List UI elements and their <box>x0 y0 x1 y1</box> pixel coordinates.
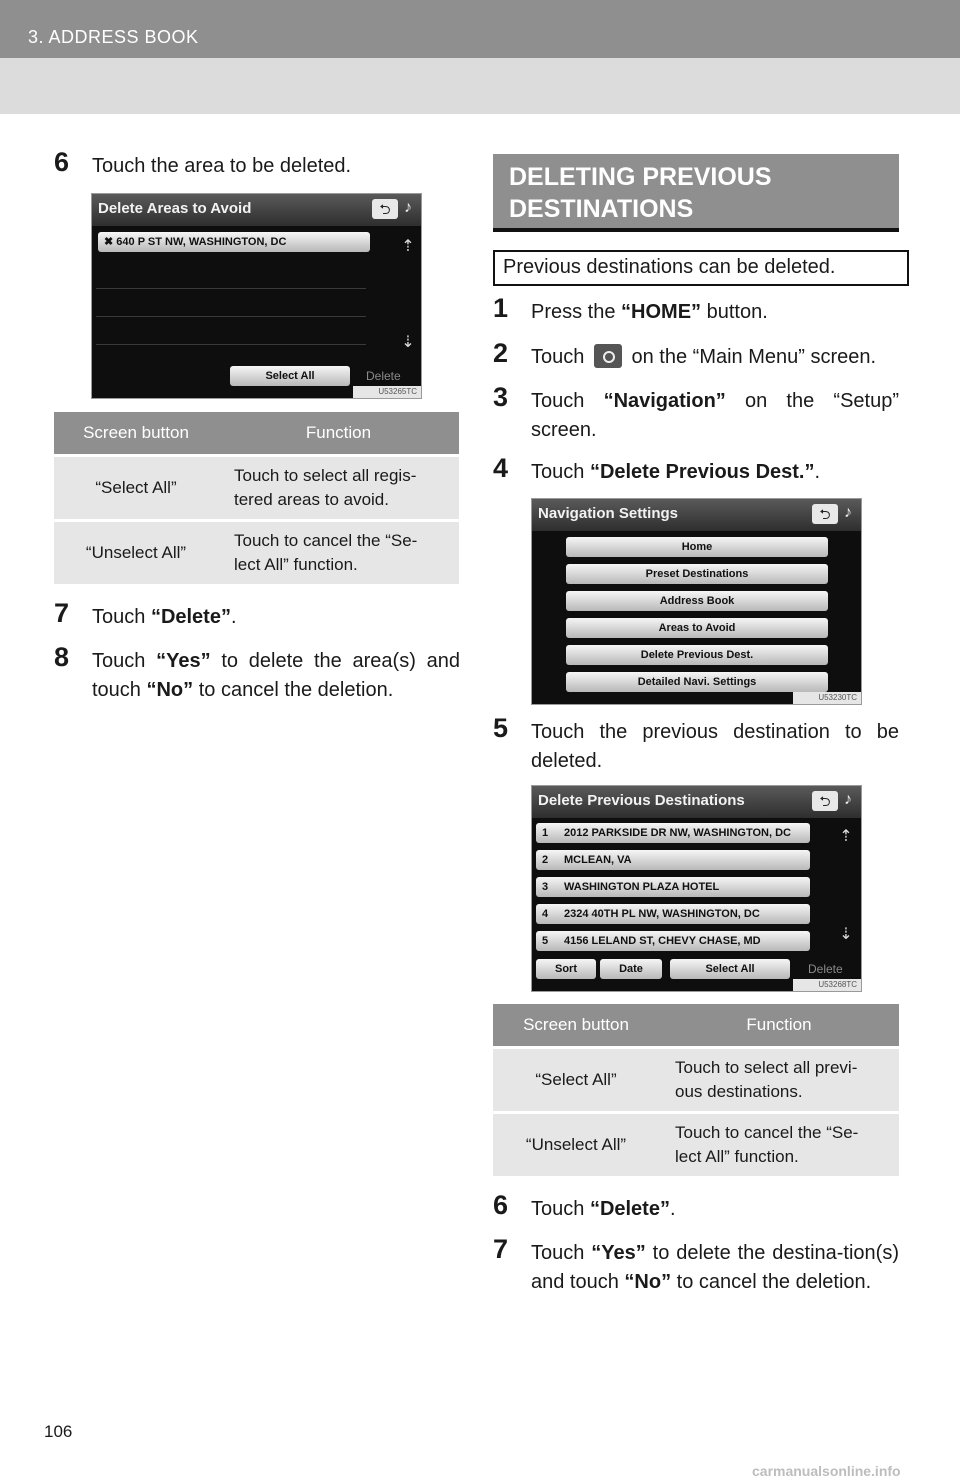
back-arrow-icon[interactable]: ⮌ <box>812 791 838 811</box>
step-7-confirm <box>493 1234 899 1297</box>
music-note-icon: ♪ <box>404 199 412 216</box>
watermark: carmanualsonline.info <box>752 1463 901 1479</box>
destination-entry-button[interactable]: 3 WASHINGTON PLAZA HOTEL <box>536 877 810 897</box>
section-banner <box>493 154 899 232</box>
table-header: Screen button <box>493 1004 659 1048</box>
table-cell: Touch to select all regis- tered areas to avoid. <box>218 456 459 521</box>
step-5-select-destination <box>493 713 899 776</box>
screen-delete-previous-destinations <box>531 785 862 992</box>
step-text: Touch “Navigation” on the “Setup” screen. <box>531 390 899 441</box>
table-row <box>54 521 459 585</box>
table-cell: Touch to select all previ- ous destinations. <box>659 1048 899 1113</box>
step-6-select-area <box>54 147 460 181</box>
area-entry-button[interactable] <box>98 232 370 252</box>
music-note-icon: ♪ <box>844 791 852 808</box>
menu-home-button[interactable]: Home <box>566 537 828 557</box>
step-number: 8 <box>54 642 70 672</box>
header-subbar <box>0 58 960 114</box>
section-subtitle: Previous destinations can be deleted. <box>493 250 909 286</box>
step-text: Touch on the “Main Menu” screen. <box>531 346 877 368</box>
step-text: Press the “HOME” button. <box>531 301 768 323</box>
step-2-setup <box>493 338 899 372</box>
step-7-delete <box>54 598 460 632</box>
table-cell: “Select All” <box>493 1048 659 1113</box>
screen-title: Delete Areas to Avoid <box>98 200 252 217</box>
image-code: U53268TC <box>793 979 861 991</box>
step-text: Touch “Yes” to delete the destina-tion(s) and touch “No” to cancel the deletion. <box>531 1242 899 1293</box>
step-number: 6 <box>493 1190 509 1220</box>
table-row <box>493 1048 899 1113</box>
screen-navigation-settings <box>531 498 862 705</box>
sort-button[interactable]: Sort <box>536 959 596 979</box>
select-all-button[interactable]: Select All <box>670 959 790 979</box>
table-row <box>493 1113 899 1177</box>
section-heading: DELETING PREVIOUS DESTINATIONS <box>509 163 772 223</box>
step-3-navigation <box>493 382 899 445</box>
table-cell: “Select All” <box>54 456 218 521</box>
scroll-up-icon[interactable]: ⇡ <box>401 238 415 255</box>
screen-title: Delete Previous Destinations <box>538 792 745 809</box>
step-text: Touch the area to be deleted. <box>92 155 352 177</box>
step-number: 2 <box>493 338 509 368</box>
step-text: Touch “Delete Previous Dest.”. <box>531 461 821 483</box>
step-8-confirm <box>54 642 460 705</box>
table-cell: Touch to cancel the “Se- lect All” function. <box>218 521 459 585</box>
back-arrow-icon[interactable]: ⮌ <box>372 199 398 219</box>
step-number: 7 <box>493 1234 509 1264</box>
empty-row <box>96 292 366 317</box>
menu-preset-destinations-button[interactable]: Preset Destinations <box>566 564 828 584</box>
step-number: 3 <box>493 382 509 412</box>
delete-button[interactable]: Delete <box>808 962 843 976</box>
step-number: 4 <box>493 453 509 483</box>
step-text: Touch the previous destination to be deleted. <box>531 721 899 772</box>
image-code: U53230TC <box>793 692 861 704</box>
destination-entry-button[interactable]: 5 4156 LELAND ST, CHEVY CHASE, MD <box>536 931 810 951</box>
step-text: Touch “Delete”. <box>531 1198 676 1220</box>
step-4-delete-previous <box>493 453 899 487</box>
image-code: U53265TC <box>353 386 421 398</box>
step-number: 1 <box>493 293 509 323</box>
step-number: 6 <box>54 147 70 177</box>
table-header: Function <box>659 1004 899 1048</box>
screen-delete-areas <box>91 193 422 399</box>
destination-entry-button[interactable]: 1 2012 PARKSIDE DR NW, WASHINGTON, DC <box>536 823 810 843</box>
selected-x-icon: ✖ <box>104 236 117 248</box>
screen-title: Navigation Settings <box>538 505 679 522</box>
area-entry-label: 640 P ST NW, WASHINGTON, DC <box>116 236 287 248</box>
step-number: 7 <box>54 598 70 628</box>
select-all-button[interactable]: Select All <box>230 366 350 386</box>
menu-areas-to-avoid-button[interactable]: Areas to Avoid <box>566 618 828 638</box>
step-number: 5 <box>493 713 509 743</box>
scroll-down-icon[interactable]: ⇣ <box>839 926 853 943</box>
section-title: 3. ADDRESS BOOK <box>28 27 199 47</box>
table-cell: “Unselect All” <box>54 521 218 585</box>
delete-button[interactable]: Delete <box>366 369 401 383</box>
destination-entry-button[interactable]: 4 2324 40TH PL NW, WASHINGTON, DC <box>536 904 810 924</box>
scroll-down-icon[interactable]: ⇣ <box>401 334 415 351</box>
menu-detailed-navi-settings-button[interactable]: Detailed Navi. Settings <box>566 672 828 692</box>
step-text: Touch “Delete”. <box>92 606 237 628</box>
destination-entry-button[interactable]: 2 MCLEAN, VA <box>536 850 810 870</box>
table-cell: Touch to cancel the “Se- lect All” function. <box>659 1113 899 1177</box>
table-row <box>54 456 459 521</box>
step-6-delete <box>493 1190 899 1224</box>
date-button[interactable]: Date <box>600 959 662 979</box>
table-cell: “Unselect All” <box>493 1113 659 1177</box>
menu-delete-previous-dest-button[interactable]: Delete Previous Dest. <box>566 645 828 665</box>
table-header: Function <box>218 412 459 456</box>
empty-row <box>96 264 366 289</box>
table-header: Screen button <box>54 412 218 456</box>
scroll-up-icon[interactable]: ⇡ <box>839 828 853 845</box>
page-number: 106 <box>44 1422 73 1441</box>
function-table-destinations <box>493 1004 899 1176</box>
step-text: Touch “Yes” to delete the area(s) and touch “No” to cancel the deletion. <box>92 650 460 701</box>
function-table-areas <box>54 412 459 584</box>
step-1-home <box>493 293 899 327</box>
music-note-icon: ♪ <box>844 504 852 521</box>
setup-icon <box>594 344 622 368</box>
back-arrow-icon[interactable]: ⮌ <box>812 504 838 524</box>
menu-address-book-button[interactable]: Address Book <box>566 591 828 611</box>
empty-row <box>96 320 366 345</box>
